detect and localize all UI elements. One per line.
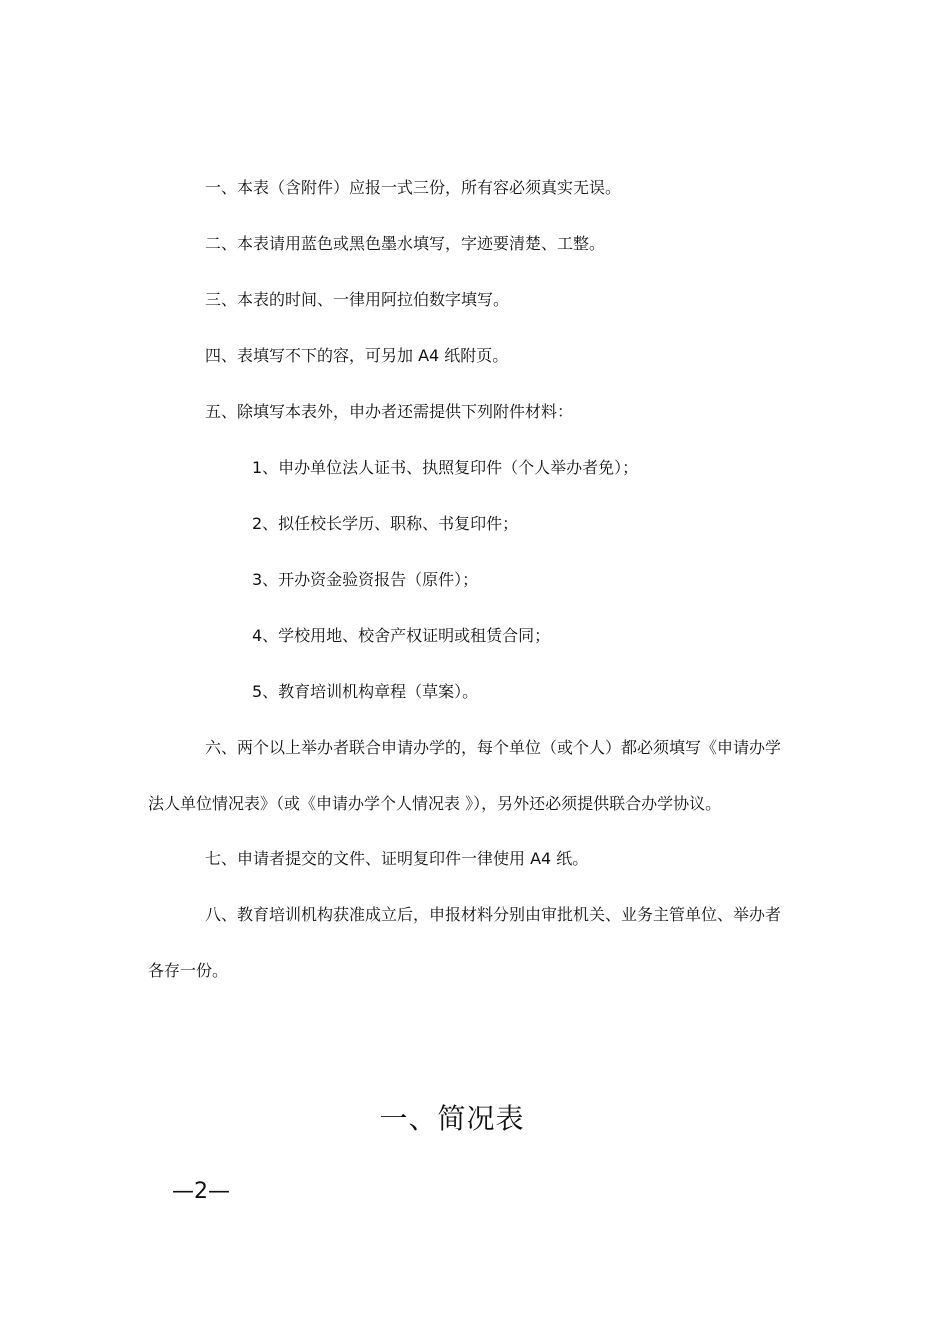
- attachment-item-3: 3、开办资金验资报告（原件）；: [252, 570, 479, 589]
- attachment-item-5: 5、教育培训机构章程（草案）。: [252, 682, 479, 701]
- instruction-item-1: 一、本表（含附件）应报一式三份，所有容必须真实无误。: [205, 178, 622, 197]
- instruction-item-4: 四、表填写不下的容，可另加 A4 纸附页。: [205, 346, 509, 365]
- instruction-item-5: 五、除填写本表外，申办者还需提供下列附件材料：: [205, 402, 574, 421]
- instruction-item-8-line-2: 各存一份。: [148, 961, 229, 980]
- instruction-item-7: 七、申请者提交的文件、证明复印件一律使用 A4 纸。: [205, 849, 589, 868]
- instruction-item-6-line-1: 六、两个以上举办者联合申请办学的，每个单位（或个人）都必须填写《申请办学: [205, 738, 782, 757]
- instruction-item-2: 二、本表请用蓝色或黑色墨水填写，字迹要清楚、工整。: [205, 234, 606, 253]
- page-number: —2—: [172, 1179, 230, 1204]
- attachment-item-4: 4、学校用地、校舍产权证明或租赁合同；: [252, 626, 551, 645]
- section-title: 一、简况表: [379, 1102, 525, 1135]
- instruction-item-8-line-1: 八、教育培训机构获准成立后，申报材料分别由审批机关、业务主管单位、举办者: [205, 905, 782, 924]
- attachment-item-1: 1、申办单位法人证书、执照复印件（个人举办者免）；: [252, 458, 639, 477]
- attachment-item-2: 2、拟任校长学历、职称、书复印件；: [252, 514, 519, 533]
- instruction-item-6-line-2: 法人单位情况表》（或《申请办学个人情况表 》），另外还必须提供联合办学协议。: [148, 794, 722, 813]
- instruction-item-3: 三、本表的时间、一律用阿拉伯数字填写。: [205, 290, 510, 309]
